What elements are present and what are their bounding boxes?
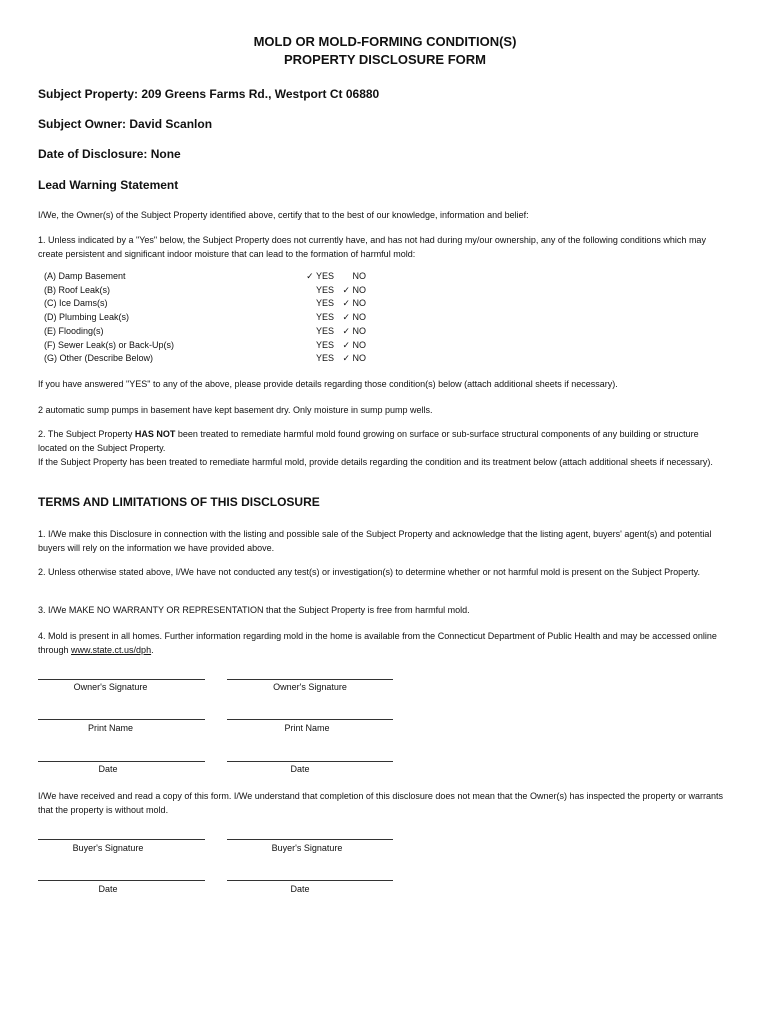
terms-item4-end: .: [151, 645, 154, 655]
print-name-line-right[interactable]: [227, 719, 393, 720]
condition-no: ✓ NO: [342, 298, 366, 309]
form-title-line1: MOLD OR MOLD-FORMING CONDITION(S): [253, 34, 517, 49]
buyer-signature-label-right: Buyer's Signature: [271, 843, 343, 853]
condition-no: ✓ NO: [342, 325, 366, 336]
owner-signature-label-left: Owner's Signature: [73, 682, 148, 692]
owner-signature-line-right[interactable]: [227, 679, 393, 680]
buyer-signature-line-right[interactable]: [227, 839, 393, 840]
print-name-line-left[interactable]: [38, 719, 205, 720]
terms-item2: 2. Unless otherwise stated above, I/We have not conducted any test(s) or investigation(s) to determine whether or not harmful mold is present on the Subject Property.: [38, 567, 701, 577]
certify-statement: I/We, the Owner(s) of the Subject Property identified above, certify that to the best of our knowledge, information and belief:: [38, 210, 529, 220]
condition-yes: ✓ YES: [306, 271, 334, 281]
condition-yes: YES: [315, 325, 334, 336]
condition-no: ✓ NO: [342, 339, 366, 350]
item2-suffix: been treated to remediate harmful mold found growing on surface or sub-surface structural components of any building or structure located on the Subject Property.: [38, 429, 699, 453]
yes-details-instruction: If you have answered "YES" to any of the above, please provide details regarding those condition(s) below (attach additional sheets if necessary).: [38, 379, 618, 389]
condition-no: ✓ NO: [342, 312, 366, 323]
details-answer: 2 automatic sump pumps in basement have kept basement dry. Only moisture in sump pump wells.: [38, 405, 433, 415]
condition-label: (D) Plumbing Leak(s): [44, 312, 130, 323]
condition-label: (G) Other (Describe Below): [44, 353, 154, 364]
buyer-signature-label-left: Buyer's Signature: [72, 843, 144, 853]
owner-signature-label-right: Owner's Signature: [273, 682, 347, 692]
owner-signature-line-left[interactable]: [38, 679, 205, 680]
item2-followup: If the Subject Property has been treated to remediate harmful mold, provide details regarding the condition and its treatment below (attach additional sheets if necessary).: [38, 457, 713, 467]
date-of-disclosure: Date of Disclosure: None: [38, 147, 181, 161]
item2-status: HAS NOT: [134, 429, 176, 439]
condition-label: (A) Damp Basement: [44, 271, 126, 281]
terms-item3: 3. I/We MAKE NO WARRANTY OR REPRESENTATION that the Subject Property is free from harmful mold.: [38, 605, 470, 615]
terms-item1: 1. I/We make this Disclosure in connection with the listing and possible sale of the Subject Property and acknowledge that the listing agent, buyers' agent(s) and potential buyers will rely on the information we have provided above.: [38, 529, 712, 553]
form-title-line2: PROPERTY DISCLOSURE FORM: [283, 52, 486, 67]
date-line-right[interactable]: [227, 761, 393, 762]
date-line-left[interactable]: [38, 761, 205, 762]
condition-yes: YES: [315, 298, 334, 309]
buyer-date-line-left[interactable]: [38, 880, 205, 881]
condition-label: (E) Flooding(s): [44, 325, 104, 336]
receipt-acknowledgement: I/We have received and read a copy of this form. I/We understand that completion of this disclosure does not mean that the Owner(s) has inspected the property or warrants that the property is without mold.: [38, 791, 724, 815]
buyer-date-label-left: Date: [98, 884, 118, 894]
condition-no: NO: [352, 271, 366, 281]
dph-link[interactable]: www.state.ct.us/dph: [71, 645, 152, 655]
condition-yes: YES: [315, 284, 334, 295]
condition-no: ✓ NO: [342, 353, 366, 364]
condition-yes: YES: [315, 312, 334, 323]
print-name-label-right: Print Name: [284, 723, 330, 733]
buyer-signature-line-left[interactable]: [38, 839, 205, 840]
subject-property: Subject Property: 209 Greens Farms Rd., Westport Ct 06880: [38, 87, 380, 101]
condition-yes: YES: [315, 353, 334, 364]
date-label-left: Date: [98, 764, 118, 774]
conditions-table: [0, 270, 770, 370]
item1-statement: 1. Unless indicated by a "Yes" below, the Subject Property does not currently have, and has not had during my/our ownership, any of the following conditions which may create persistent and significant indoor moisture that can lead to the formation of harmful mold:: [38, 235, 706, 259]
terms-item4: [38, 629, 728, 657]
terms-heading: TERMS AND LIMITATIONS OF THIS DISCLOSURE: [38, 495, 320, 509]
condition-label: (F) Sewer Leak(s) or Back-Up(s): [44, 339, 175, 350]
condition-label: (C) Ice Dams(s): [44, 298, 108, 309]
buyer-date-label-right: Date: [290, 884, 310, 894]
condition-yes: YES: [315, 339, 334, 350]
date-label-right: Date: [290, 764, 310, 774]
print-name-label-left: Print Name: [87, 723, 133, 733]
lead-warning-heading: Lead Warning Statement: [38, 178, 179, 192]
subject-owner: Subject Owner: David Scanlon: [38, 117, 213, 131]
condition-label: (B) Roof Leak(s): [44, 284, 111, 295]
item2-prefix: 2. The Subject Property: [38, 429, 135, 439]
item2-statement: [38, 427, 728, 455]
terms-item4-text: 4. Mold is present in all homes. Further information regarding mold in the home is available from the Connecticut Department of Public Health and may be accessed online through: [38, 631, 717, 655]
buyer-date-line-right[interactable]: [227, 880, 393, 881]
condition-no: ✓ NO: [342, 284, 366, 295]
